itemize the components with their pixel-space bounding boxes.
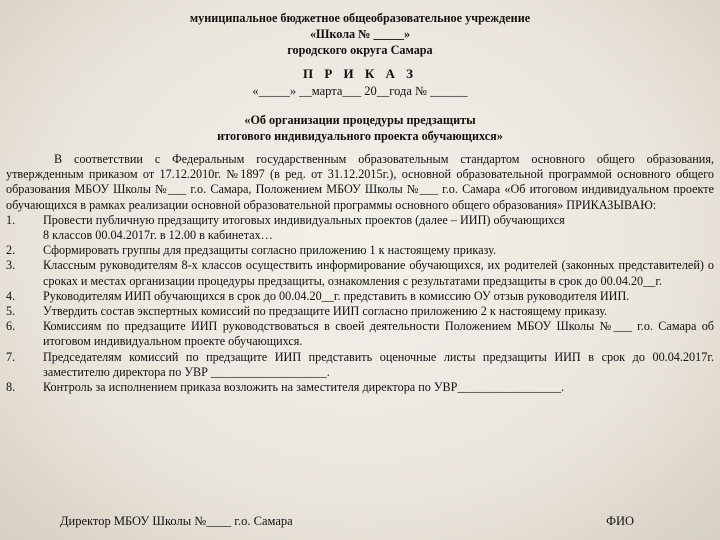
item-number: 6. (6, 319, 16, 334)
signature-footer (60, 514, 634, 529)
item-text: Председателям комиссий по предзащите ИИП представить оценочные листы предзащиты ИИП в срок до 00.04.2017г. заместителю директора по УВР ___________________. (43, 349, 714, 379)
list-item (6, 289, 714, 304)
item-number: 8. (6, 380, 16, 395)
item-number: 3. (6, 258, 16, 273)
order-title (6, 112, 714, 144)
item-text: Сформировать группы для предзащиты согласно приложению 1 к настоящему приказу. (43, 243, 497, 258)
item-text: Комиссиям по предзащите ИИП руководствоваться в своей деятельности Положением МБОУ Школы №___ г.о. Самара об итоговом индивидуальном проекте обучающихся. (43, 319, 714, 349)
org-line-1: муниципальное бюджетное общеобразовательное учреждение (189, 11, 531, 25)
list-item (6, 304, 714, 319)
item-text: Контроль за исполнением приказа возложить на заместителя директора по УВР_________________. (43, 380, 565, 395)
item-number: 1. (6, 212, 16, 227)
org-line-2: «Школа № _____» (309, 27, 411, 41)
list-item (6, 319, 714, 349)
item-number: 7. (6, 349, 16, 364)
item-text: Провести публичную предзащиту итоговых индивидуальных проектов (далее – ИИП) обучающихся (43, 212, 565, 227)
order-title-line-2: итогового индивидуального проекта обучающихся» (217, 129, 503, 143)
order-items-list (6, 213, 714, 395)
prikaz-heading: П Р И К А З (302, 66, 418, 81)
item-text: Утвердить состав экспертных комиссий по предзащите ИИП согласно приложению 2 к настоящему приказу. (43, 304, 608, 319)
signer-name: ФИО (606, 514, 634, 528)
signer-title: Директор МБОУ Школы №____ г.о. Самара (60, 514, 293, 528)
item-number: 4. (6, 288, 16, 303)
order-date-line: «_____» __марта___ 20__года № ______ (252, 84, 468, 98)
intro-paragraph: В соответствии с Федеральным государственным образовательным стандартом основного общего образования, утвержденным приказом от 17.12.2010г. №1897 (в ред. от 31.12.2015г.), основной образовательной программой основного общего образования МБОУ Школы №___ г.о. Самара, Положением МБОУ Школы №___ г.о. Самара «Об итоговом индивидуальном проекте обучающихся в рамках реализации основной образовательной программы основного общего образования» ПРИКАЗЫВАЮ: (6, 152, 714, 212)
list-item (6, 380, 714, 395)
organization-header (6, 10, 714, 58)
item-text: Классным руководителям 8-х классов осуществить информирование обучающихся, их родителей (законных представителей) о сроках и местах организации процедуры предзащиты, ознакомления с результатами предзащиты в срок до 00.04.20__г. (43, 258, 714, 288)
item-subtext: 8 классов 00.04.2017г. в 12.00 в кабинетах… (43, 228, 273, 243)
order-title-line-1: «Об организации процедуры предзащиты (244, 113, 476, 127)
item-number: 5. (6, 304, 16, 319)
list-item (6, 258, 714, 288)
item-number: 2. (6, 243, 16, 258)
item-text: Руководителям ИИП обучающихся в срок до 00.04.20__г. представить в комиссию ОУ отзыв руководителя ИИП. (43, 288, 630, 303)
list-item (6, 213, 714, 243)
order-body (6, 152, 714, 395)
list-item (6, 243, 714, 258)
list-item (6, 350, 714, 380)
org-line-3: городского округа Самара (287, 43, 433, 57)
